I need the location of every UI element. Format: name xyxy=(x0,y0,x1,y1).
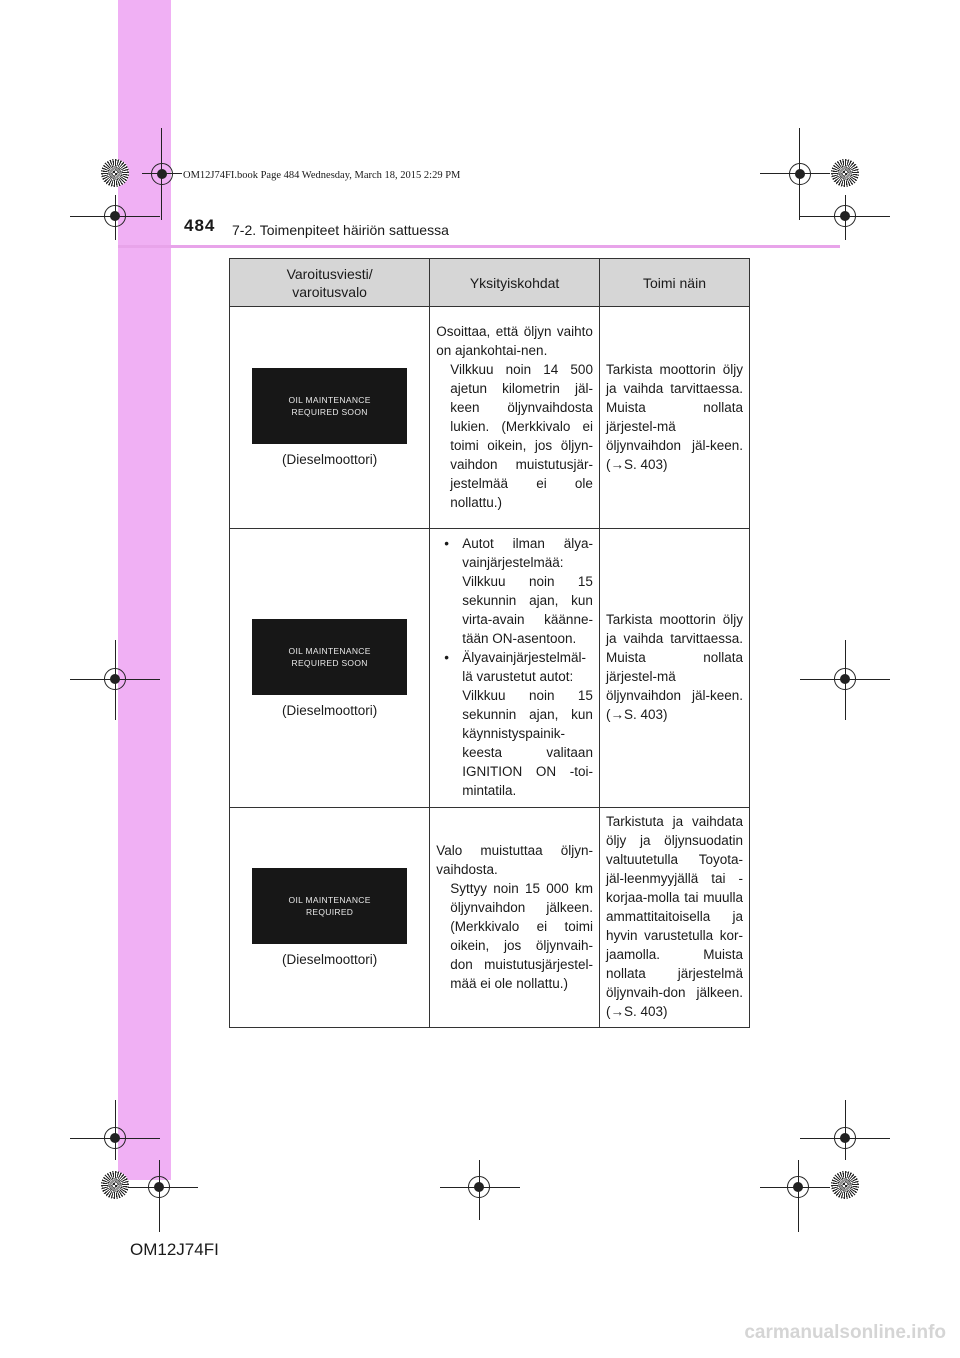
warning-message-cell xyxy=(230,307,430,529)
detail-lead: Osoittaa, että öljyn vaihto on ajankohtai-nen. xyxy=(436,323,593,358)
column-header: Varoitusviesti/ varoitusvalo xyxy=(230,259,430,307)
crosshair-mark-icon xyxy=(800,1100,890,1160)
screen-text: OIL MAINTENANCE xyxy=(288,395,371,405)
book-info: OM12J74FI.book Page 484 Wednesday, March 18, 2015 2:29 PM xyxy=(183,170,461,181)
crosshair-mark-icon xyxy=(70,1100,160,1160)
crosshair-mark-icon xyxy=(440,1160,520,1220)
table-row xyxy=(230,808,750,1028)
details-cell xyxy=(430,808,600,1028)
detail-sub: Syttyy noin 15 000 km öljynvaihdon jälkeen. (Merkkivalo ei toimi oikein, jos öljynvaih-don muistutusjärjestel-mää ei ole nollattu.) xyxy=(450,880,593,991)
crosshair-mark-icon xyxy=(800,640,890,720)
bullet-item: • Älyavainjärjestelmäl-lä varustetut autot: xyxy=(444,650,587,684)
action-cell xyxy=(599,307,749,529)
column-header: Toimi näin xyxy=(599,259,749,307)
page-number: 484 xyxy=(184,216,216,235)
warning-message-cell xyxy=(230,529,430,808)
engine-caption: (Dieselmoottori) xyxy=(281,702,378,718)
bullet-body: Vilkkuu noin 15 sekunnin ajan, kun käynnistyspainik-keesta valitaan IGNITION ON -toi-mintatila. xyxy=(462,688,593,798)
registration-burst-icon xyxy=(831,1171,859,1199)
registration-burst-icon xyxy=(101,159,129,187)
table-row xyxy=(230,529,750,808)
action-cell xyxy=(599,808,749,1028)
warning-table xyxy=(229,258,750,1028)
section-title: 7-2. Toimenpiteet häiriön sattuessa xyxy=(232,222,449,238)
display-screen xyxy=(252,868,407,944)
action-cell xyxy=(599,529,749,808)
crosshair-mark-icon xyxy=(128,1160,198,1232)
registration-burst-icon xyxy=(831,159,859,187)
bullet-body: Vilkkuu noin 15 sekunnin ajan, kun virta-avain käänne-tään ON-asentoon. xyxy=(462,574,593,646)
bullet-head: Autot ilman älya-vainjärjestelmää: xyxy=(462,536,593,570)
crosshair-mark-icon xyxy=(800,195,890,240)
crosshair-mark-icon xyxy=(70,640,160,720)
bullet-item: • Autot ilman älya-vainjärjestelmää: xyxy=(444,536,593,570)
crosshair-mark-icon xyxy=(760,1160,830,1232)
action-text: Tarkista moottorin öljy ja vaihda tarvittaessa. Muista nollata järjestel-mä öljynvaihdon jäl-keen. (→S. 403) xyxy=(605,361,743,472)
bullet-head: Älyavainjärjestelmäl-lä varustetut autot: xyxy=(462,650,587,684)
screen-text: REQUIRED SOON xyxy=(291,407,368,417)
action-text: Tarkista moottorin öljy ja vaihda tarvittaessa. Muista nollata järjestel-mä öljynvaihdon jäl-keen. (→S. 403) xyxy=(605,612,743,722)
engine-caption: (Dieselmoottori) xyxy=(281,952,378,967)
document-code: OM12J74FI xyxy=(130,1240,219,1259)
display-screen xyxy=(252,619,407,695)
display-screen xyxy=(252,368,407,444)
screen-text: OIL MAINTENANCE xyxy=(288,645,371,656)
detail-sub: Vilkkuu noin 14 500 ajetun kilometrin jäl-keen öljynvaihdosta lukien. (Merkkivalo ei toimi oikein, jos öljyn-vaihdon muistutusjär-jestelmää ei ole nollattu.) xyxy=(450,361,593,510)
header-rule xyxy=(118,245,840,248)
table-header-row xyxy=(230,259,750,307)
details-cell xyxy=(430,307,600,529)
registration-burst-icon xyxy=(101,1171,129,1199)
details-cell xyxy=(430,529,600,808)
warning-message-cell xyxy=(230,808,430,1028)
screen-text: OIL MAINTENANCE xyxy=(288,895,371,905)
screen-text: REQUIRED xyxy=(305,907,354,917)
action-text: Tarkistuta ja vaihdata öljy ja öljynsuodatin valtuutetulla Toyota-jäl-leenmyyjällä tai -korjaa-molla tai muulla ammattitaitoisella ja hyvin varustetulla kor-jaamolla. Muista nollata järjestelmä öljynvaih-don jälkeen. (→S. 403) xyxy=(605,814,743,1019)
column-header: Yksityiskohdat xyxy=(430,259,600,307)
detail-lead: Valo muistuttaa öljyn-vaihdosta. xyxy=(436,842,593,877)
watermark: carmanualsonline.info xyxy=(744,1322,946,1343)
table-row xyxy=(230,307,750,529)
crosshair-mark-icon xyxy=(70,195,160,240)
engine-caption: (Dieselmoottori) xyxy=(281,452,378,467)
screen-text: REQUIRED SOON xyxy=(291,657,368,668)
